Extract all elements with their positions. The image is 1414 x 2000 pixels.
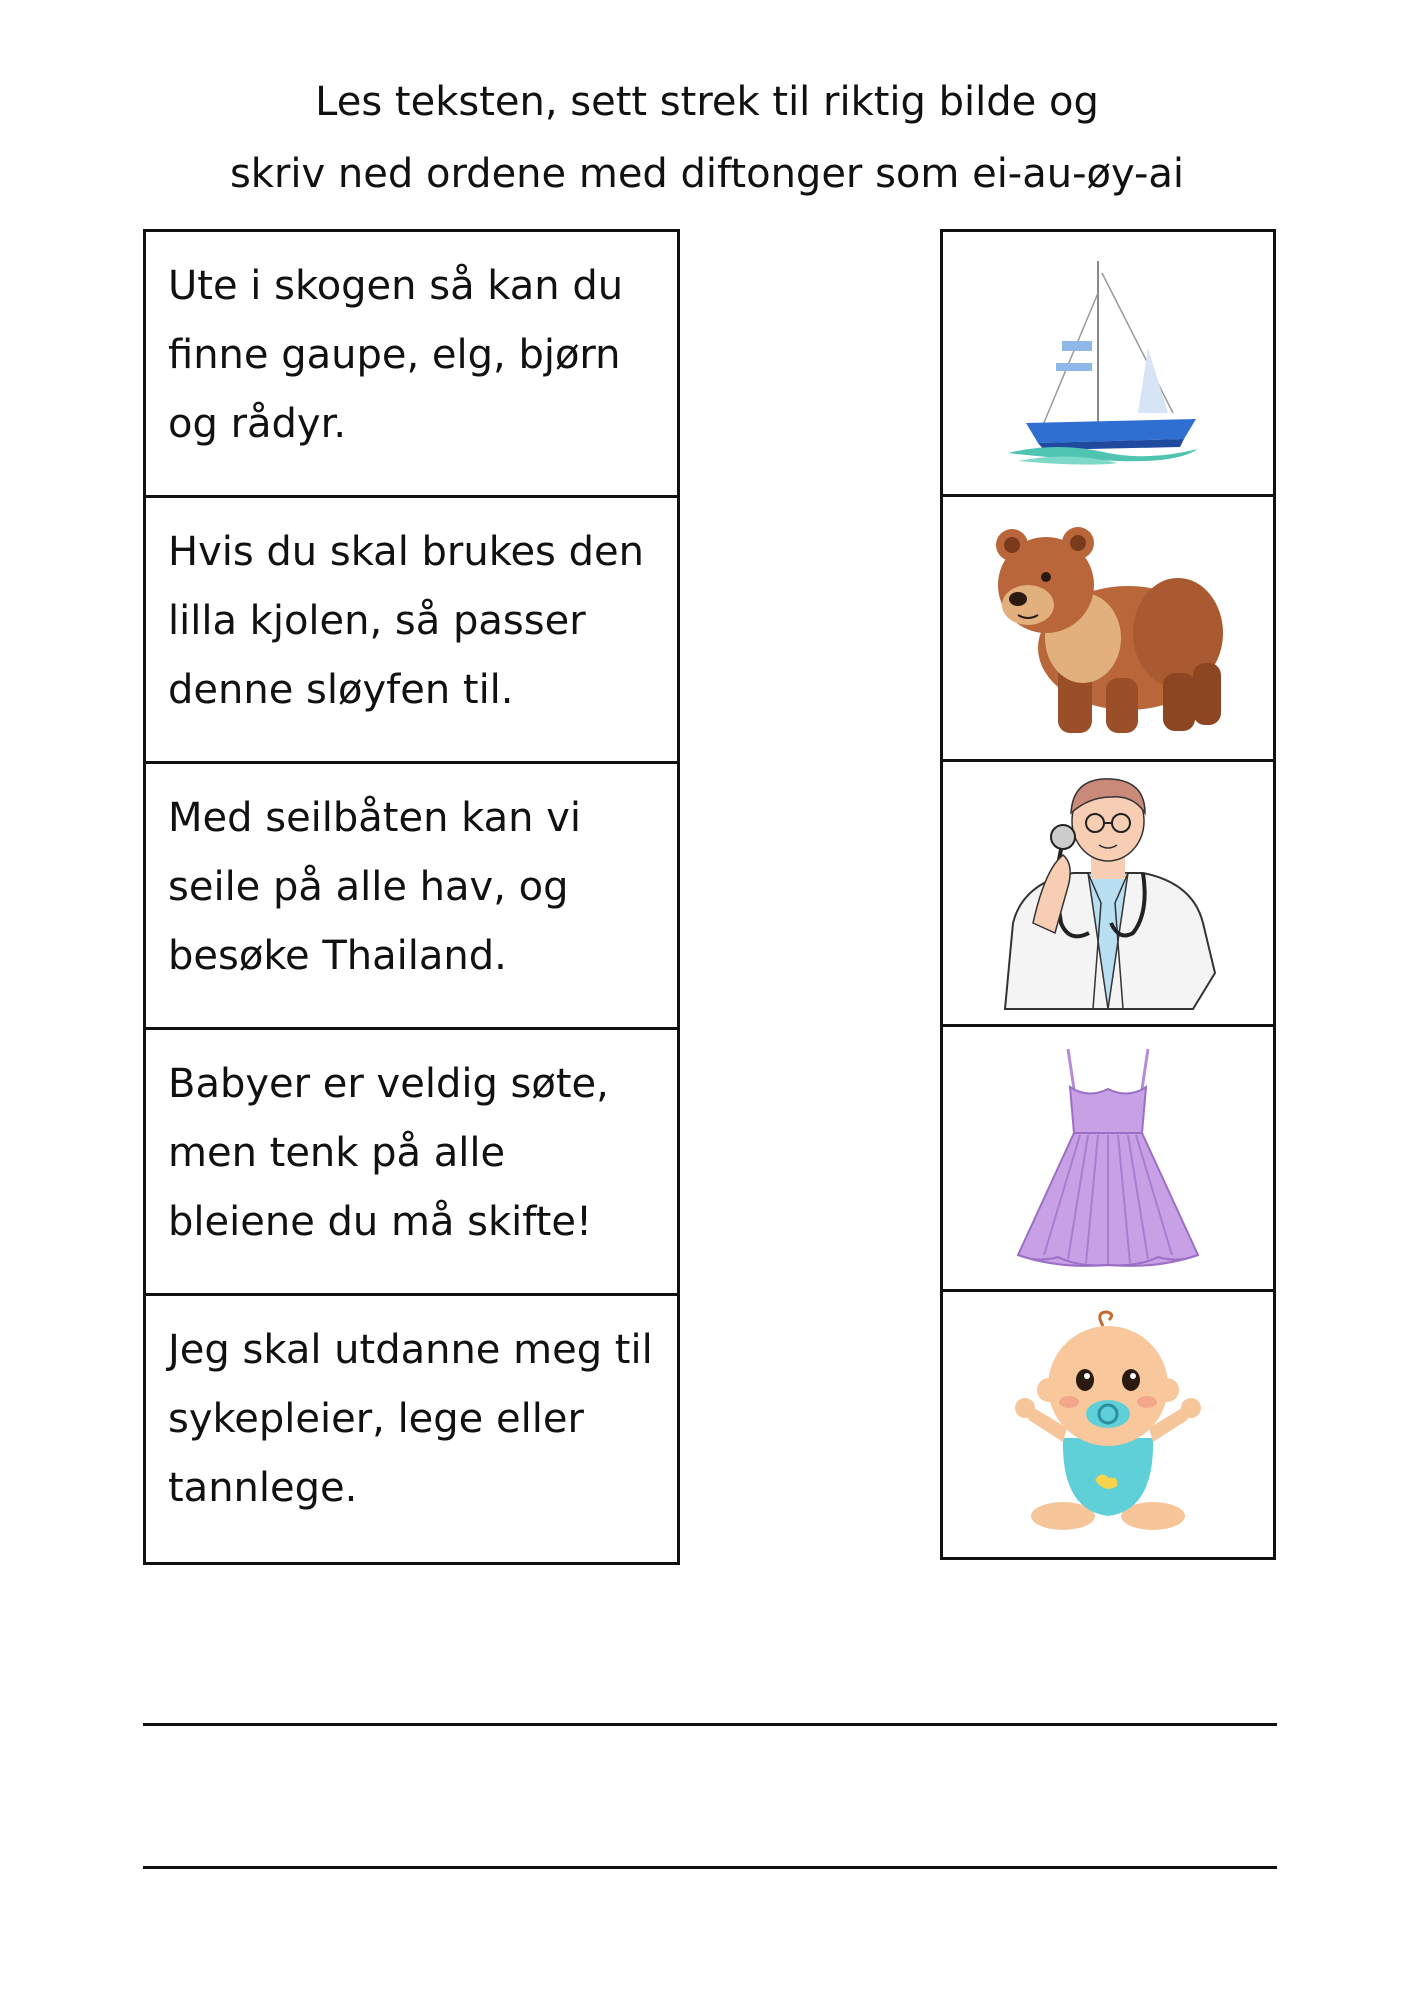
text-line: besøke Thailand. [168, 933, 507, 979]
text-column [143, 229, 680, 1565]
text-line: sykepleier, lege eller [168, 1396, 584, 1442]
sailboat-icon [998, 253, 1218, 473]
dress-icon [1008, 1043, 1208, 1273]
text-box-2 [146, 498, 677, 764]
text-line: tannlege. [168, 1465, 358, 1511]
text-line: Ute i skogen så kan du [168, 263, 624, 309]
text-line: lilla kjolen, så passer [168, 598, 586, 644]
text-line: og rådyr. [168, 401, 347, 447]
text-line: bleiene du må skifte! [168, 1199, 592, 1245]
bear-icon [988, 513, 1228, 743]
text-line: Med seilbåten kan vi [168, 795, 581, 841]
picture-box-5[interactable] [943, 1292, 1273, 1557]
text-line: finne gaupe, elg, bjørn [168, 332, 621, 378]
picture-box-2[interactable] [943, 497, 1273, 762]
baby-icon [1003, 1310, 1213, 1540]
text-box-5 [146, 1296, 677, 1562]
title-line-1: Les teksten, sett strek til riktig bilde og [315, 79, 1099, 125]
text-box-3 [146, 764, 677, 1030]
text-line: seile på alle hav, og [168, 864, 569, 910]
text-line: denne sløyfen til. [168, 667, 514, 713]
picture-box-4[interactable] [943, 1027, 1273, 1292]
picture-box-3[interactable] [943, 762, 1273, 1027]
worksheet-title [0, 66, 1414, 210]
text-line: Hvis du skal brukes den [168, 529, 644, 575]
text-line: Babyer er veldig søte, [168, 1061, 609, 1107]
picture-column [940, 229, 1276, 1560]
answer-line-1[interactable] [143, 1723, 1277, 1726]
text-line: Jeg skal utdanne meg til [168, 1327, 653, 1373]
text-box-1 [146, 232, 677, 498]
doctor-icon [993, 773, 1223, 1013]
picture-box-1[interactable] [943, 232, 1273, 497]
title-line-2: skriv ned ordene med diftonger som ei-au-øy-ai [229, 151, 1185, 197]
answer-line-2[interactable] [143, 1866, 1277, 1869]
text-box-4 [146, 1030, 677, 1296]
text-line: men tenk på alle [168, 1130, 506, 1176]
